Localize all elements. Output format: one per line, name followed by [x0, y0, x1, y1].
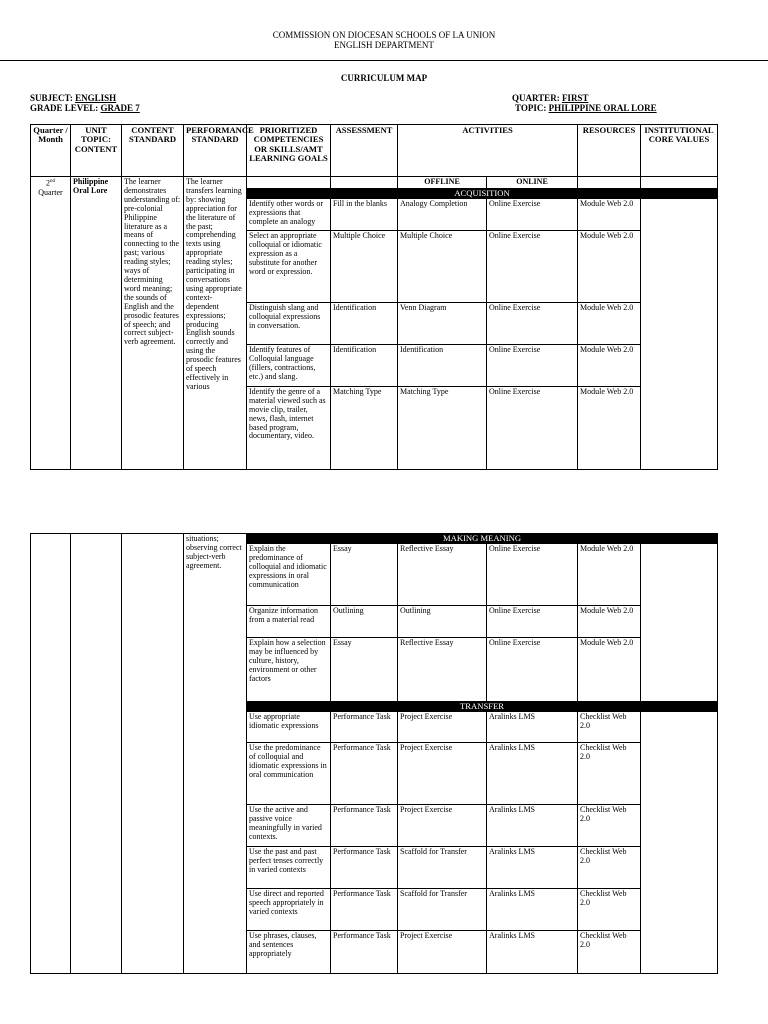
table-row: Identify other words or expressions that complete an analogy Fill in the blanks Analogy Completion Online Exercise Module Web 2.0 [31, 198, 718, 230]
topic-line [515, 103, 657, 113]
header-divider [0, 60, 768, 61]
quarter-line [512, 93, 588, 103]
table-row: Use the predominance of colloquial and idiomatic expressions in oral communication Performance Task Project Exercise Aralinks LMS Checklist Web 2.0 [31, 743, 718, 805]
col-resources: RESOURCES [578, 125, 641, 177]
quarter-label: QUARTER: [512, 93, 560, 103]
curriculum-table-page2 [30, 533, 718, 974]
quarter-sup: nd [50, 179, 55, 184]
col-performance: PERFORMANCE STANDARD [184, 125, 247, 177]
col-activities: ACTIVITIES [398, 125, 578, 177]
page-title: CURRICULUM MAP [340, 73, 428, 83]
table-row: Use appropriate idiomatic expressions Performance Task Project Exercise Aralinks LMS Checklist Web 2.0 [31, 712, 718, 743]
subject-label: SUBJECT: [30, 93, 73, 103]
topic-value: PHILIPPINE ORAL LORE [548, 103, 657, 113]
curriculum-table-page1 [30, 124, 718, 470]
department-name: ENGLISH DEPARTMENT [334, 40, 434, 50]
col-content: CONTENT STANDARD [122, 125, 184, 177]
col-competencies: PRIORITIZED COMPETENCIES OR SKILLS/AMT LEARNING GOALS [247, 125, 331, 177]
making-meaning-band [31, 534, 718, 544]
performance-standard-cont: situations; observing correct subject-verb agreement. [184, 534, 247, 974]
making-meaning-heading: MAKING MEANING [247, 534, 718, 544]
grade-value: GRADE 7 [100, 103, 140, 113]
online-label: ONLINE [487, 177, 578, 189]
col-assessment: ASSESSMENT [331, 125, 398, 177]
subheader-row [31, 177, 718, 189]
col-unit: UNIT TOPIC: CONTENT [71, 125, 122, 177]
subject-value: ENGLISH [75, 93, 117, 103]
grade-label: GRADE LEVEL: [30, 103, 99, 113]
performance-standard-cell: The learner transfers learning by: showing appreciation for the literature of the past; comprehending texts using appropriate reading styles; participating in conversations using appropriate context-dependent expressions; producing English sounds correctly and using the prosodic features of speech effectively in various [184, 177, 247, 470]
table-row: Use the past and past perfect tenses correctly in varied contexts Performance Task Scaffold for Transfer Aralinks LMS Checklist Web 2.0 [31, 847, 718, 889]
grade-line [30, 103, 140, 113]
table-row: Organize information from a material read Outlining Outlining Online Exercise Module Web 2.0 [31, 606, 718, 638]
quarter-value: FIRST [561, 93, 589, 103]
offline-label: OFFLINE [398, 177, 487, 189]
col-quarter: Quarter / Month [31, 125, 71, 177]
table-row: Distinguish slang and colloquial expressions in conversation. Identification Venn Diagram Online Exercise Module Web 2.0 [31, 302, 718, 344]
quarter-num: 2 [46, 178, 50, 188]
table-row: Use phrases, clauses, and sentences appropriately Performance Task Project Exercise Aralinks LMS Checklist Web 2.0 [31, 931, 718, 974]
header-row [31, 125, 718, 177]
unit-cell: Philippine Oral Lore [71, 177, 122, 470]
table-row: Identify the genre of a material viewed such as movie clip, trailer, news, flash, internet based program, documentary, video. Matching Type Matching Type Online Exercise Module Web 2.0 [31, 386, 718, 469]
transfer-heading: TRANSFER [247, 702, 718, 712]
col-values: INSTITUTIONAL CORE VALUES [641, 125, 718, 177]
topic-label: TOPIC: [515, 103, 547, 113]
school-name: COMMISSION ON DIOCESAN SCHOOLS OF LA UNION [272, 30, 496, 40]
table-row: Identify features of Colloquial language (fillers, contractions, etc.) and slang. Identification Identification Online Exercise Module Web 2.0 [31, 344, 718, 386]
content-standard-cell: The learner demonstrates understanding of: pre-colonial Philippine literature as a means of connecting to the past; various reading styles; ways of determining word meaning; the sounds of English and the prosodic features of speech; and correct subject-verb agreement. [122, 177, 184, 470]
table-row: Select an appropriate colloquial or idiomatic expression as a substitute for another word or expression. Multiple Choice Multiple Choice Online Exercise Module Web 2.0 [31, 230, 718, 302]
quarter-cell [31, 177, 71, 470]
table-row: Explain how a selection may be influenced by culture, history, environment or other factors Essay Reflective Essay Online Exercise Module Web 2.0 [31, 638, 718, 702]
quarter-word: Quarter [38, 187, 63, 197]
table-row: Explain the predominance of colloquial and idiomatic expressions in oral communication Essay Reflective Essay Online Exercise Module Web 2.0 [31, 544, 718, 606]
table-row: Use the active and passive voice meaningfully in varied contexts. Performance Task Project Exercise Aralinks LMS Checklist Web 2.0 [31, 805, 718, 847]
table-row: Use direct and reported speech appropriately in varied contexts Performance Task Scaffold for Transfer Aralinks LMS Checklist Web 2.0 [31, 889, 718, 931]
acquisition-heading: ACQUISITION [247, 188, 718, 198]
subject-line [30, 93, 116, 103]
